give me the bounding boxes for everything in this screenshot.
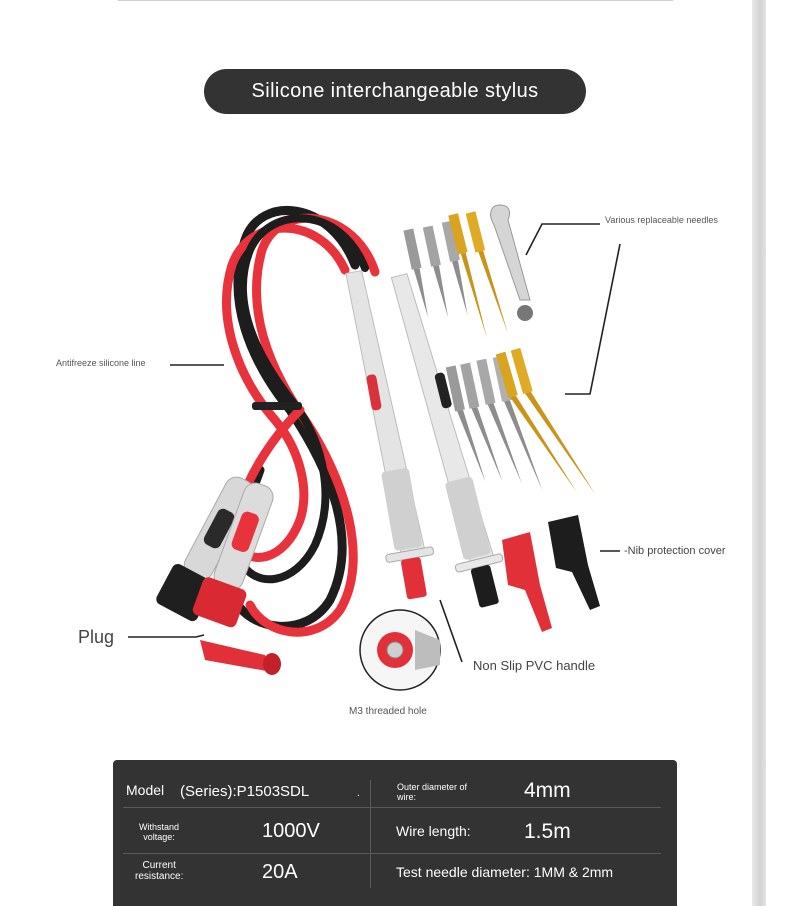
wire-length-label: Wire length: bbox=[396, 823, 471, 839]
current-value: 20A bbox=[262, 861, 298, 883]
outer-diameter-value: 4mm bbox=[524, 779, 571, 802]
model-value: (Series):P1503SDL bbox=[180, 783, 310, 800]
model-dot: . bbox=[357, 788, 360, 799]
spec-row-divider bbox=[123, 807, 661, 808]
antifreeze-label: Antifreeze silicone line bbox=[56, 358, 146, 368]
nib-protection-covers bbox=[502, 515, 600, 632]
handle-label: Non Slip PVC handle bbox=[473, 658, 596, 673]
needles-label: Various replaceable needles bbox=[605, 215, 718, 225]
needle-diameter-label: Test needle diameter: 1MM & 2mm bbox=[396, 864, 614, 880]
spec-column-divider bbox=[370, 780, 371, 888]
wire-length-value: 1.5m bbox=[524, 820, 571, 843]
threaded-hole-label: M3 threaded hole bbox=[349, 706, 427, 717]
outer-diameter-label: Outer diameter of wire: bbox=[397, 782, 468, 802]
replaceable-needles-top bbox=[403, 205, 533, 340]
withstand-voltage-label: Withstand voltage: bbox=[139, 822, 180, 842]
threaded-hole-inset bbox=[360, 610, 440, 690]
current-label: Current resistance: bbox=[135, 860, 184, 882]
withstand-voltage-value: 1000V bbox=[262, 820, 320, 842]
nib-cover-label: -Nib protection cover bbox=[624, 545, 726, 557]
model-label: Model bbox=[126, 782, 165, 798]
spec-row-divider bbox=[123, 853, 661, 854]
cable-tie bbox=[252, 402, 302, 410]
section-title: Silicone interchangeable stylus bbox=[251, 80, 539, 102]
plug-connectors bbox=[154, 469, 284, 675]
plug-label: Plug bbox=[78, 627, 115, 647]
spec-panel bbox=[113, 760, 677, 906]
